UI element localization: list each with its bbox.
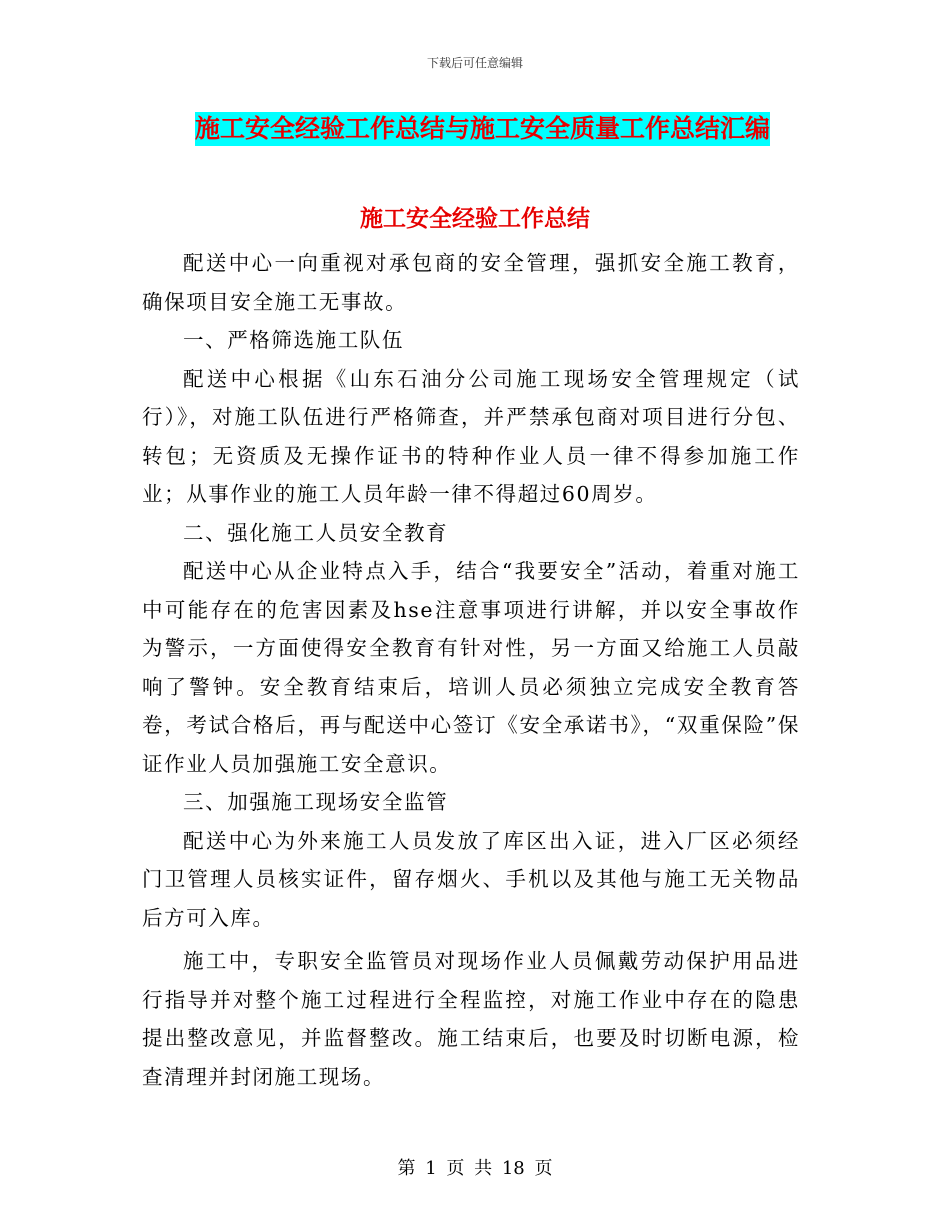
paragraph: 施工中，专职安全监管员对现场作业人员佩戴劳动保护用品进行指导并对整个施工过程进行全程监控，对施工作业中存在的隐患提出整改意见，并监督整改。施工结束后，也要及时切断电源，检查清理并封闭施工现场。 [142, 949, 800, 1089]
subheading: 二、强化施工人员安全教育 [183, 520, 449, 545]
section-title: 施工安全经验工作总结 [360, 205, 590, 232]
document-body [142, 244, 800, 1096]
paragraph: 配送中心为外来施工人员发放了库区出入证，进入厂区必须经门卫管理人员核实证件，留存烟火、手机以及其他与施工无关物品后方可入库。 [142, 828, 800, 930]
subheading: 三、加强施工现场安全监管 [183, 790, 449, 814]
page-footer: 第 1 页 共 18 页 [397, 1158, 553, 1179]
header-note: 下载后可任意编辑 [426, 56, 523, 70]
paragraph: 配送中心根据《山东石油分公司施工现场安全管理规定（试行）》，对施工队伍进行严格筛查，并严禁承包商对项目进行分包、转包；无资质及无操作证书的特种作业人员一律不得参加施工作业；从事作业的施工人员年龄一律不得超过60周岁。 [142, 366, 800, 506]
document-main-title: 施工安全经验工作总结与施工安全质量工作总结汇编 [195, 112, 770, 146]
paragraph: 配送中心从企业特点入手，结合“我要安全”活动，着重对施工中可能存在的危害因素及hse注意事项进行讲解，并以安全事故作为警示，一方面使得安全教育有针对性，另一方面又给施工人员敲响了警钟。安全教育结束后，培训人员必须独立完成安全教育答卷，考试合格后，再与配送中心签订《安全承诺书》，“双重保险”保证作业人员加强施工安全意识。 [142, 559, 800, 776]
paragraph: 配送中心一向重视对承包商的安全管理，强抓安全施工教育，确保项目安全施工无事故。 [142, 251, 800, 314]
subheading: 一、严格筛选施工队伍 [183, 328, 404, 352]
